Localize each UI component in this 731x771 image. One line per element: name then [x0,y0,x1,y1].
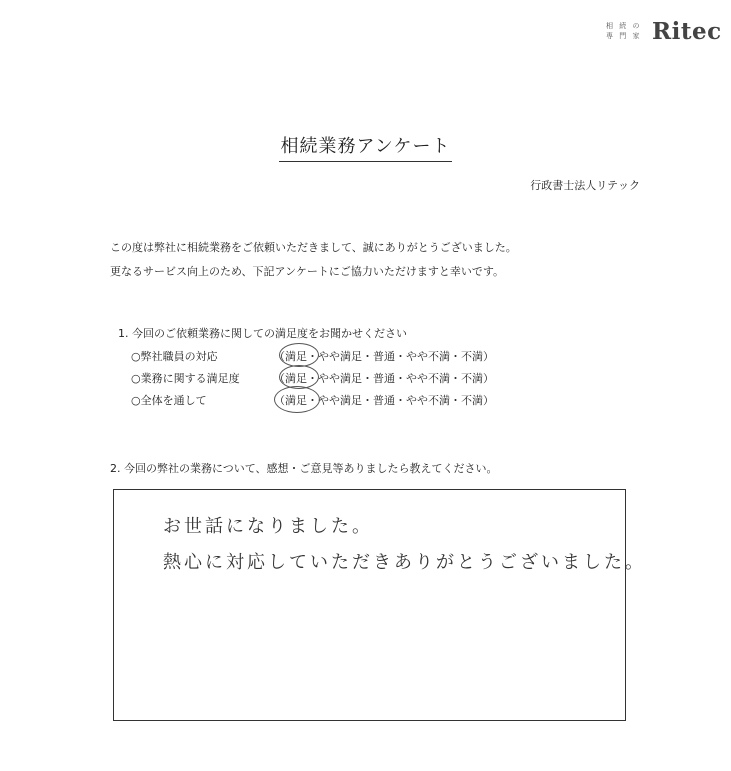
logo-brand: Ritec [652,18,722,45]
intro-line-2: 更なるサービス向上のため、下記アンケートにご協力いただけますと幸いです。 [110,265,505,278]
document-title-text: 相続業務アンケート [279,132,453,162]
issuer-name: 行政書士法人リテック [530,179,640,192]
seal-text-bottom: 専 門 家 [606,32,642,40]
rating-row-options-staff: （満足・やや満足・普通・やや不満・不満） [274,350,494,363]
question-2: 2. 今回の弊社の業務について、感想・ご意見等ありましたら教えてください。 [110,462,498,475]
logo-seal [606,21,648,43]
rating-row-options-overall: （満足・やや満足・普通・やや不満・不満） [274,394,494,407]
document-title [0,132,731,162]
rating-row-label-service: ○業務に関する満足度 [131,372,240,385]
seal-text-top: 相 続 の [606,22,642,30]
handwritten-answer-line-2: 熱心に対応していただきありがとうございました。 [163,552,646,573]
intro-line-1: この度は弊社に相続業務をご依頼いただきまして、誠にありがとうございました。 [110,241,517,254]
ritec-logo [606,18,724,48]
rating-row-label-overall: ○全体を通して [131,394,207,407]
selected-circle-overall [274,386,320,413]
rating-row-options-service: （満足・やや満足・普通・やや不満・不満） [274,372,494,385]
selected-circle-staff [279,343,319,367]
question-1: 1. 今回のご依頼業務に関しての満足度をお聞かせください [118,327,407,340]
handwritten-answer-line-1: お世話になりました。 [163,516,373,537]
rating-row-label-staff: ○弊社職員の対応 [131,350,218,363]
